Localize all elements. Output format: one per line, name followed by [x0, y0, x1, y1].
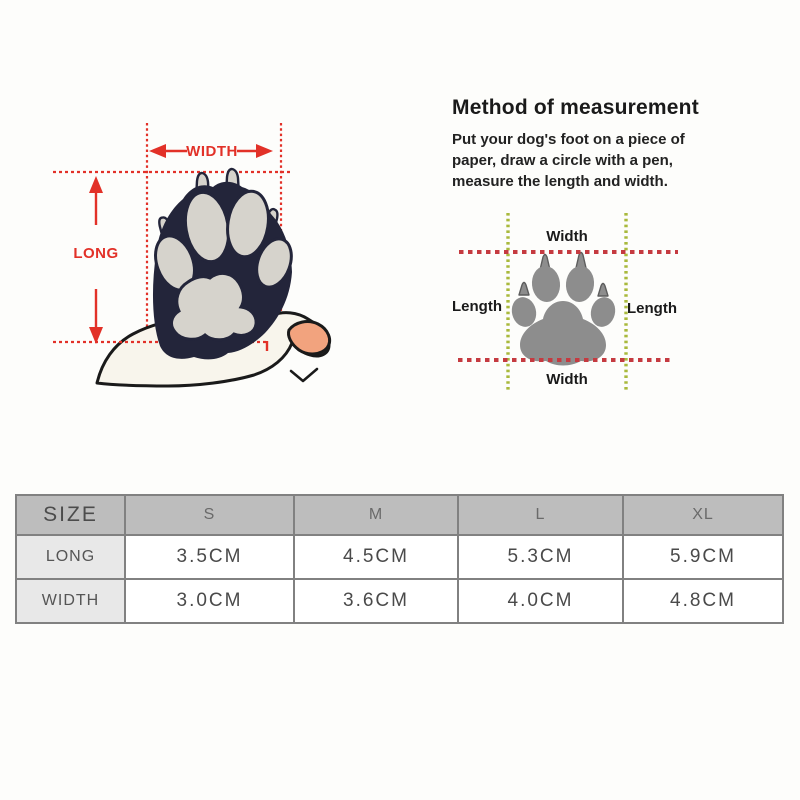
- header-cell-s: S: [125, 495, 294, 535]
- paw-print-icon: [509, 253, 619, 366]
- section-title: Method of measurement: [452, 96, 699, 119]
- header-cell-l: L: [458, 495, 623, 535]
- long-dimension: [73, 176, 118, 344]
- paw-print-measurement-diagram: [438, 195, 704, 400]
- cell-long-m: 4.5CM: [294, 535, 458, 579]
- claw-icon: [598, 284, 608, 297]
- width-bottom-label: Width: [546, 371, 588, 388]
- heel-notch: [291, 369, 317, 381]
- width-dimension-label: WIDTH: [186, 143, 238, 160]
- row-label-long: LONG: [16, 535, 125, 579]
- length-right-label: Length: [627, 300, 677, 317]
- claw-icon: [576, 253, 586, 269]
- dew-claw-nail: [288, 322, 329, 354]
- dog-paw-measurement-illustration: [40, 110, 360, 440]
- table-row-width: [16, 579, 783, 623]
- long-dimension-label: LONG: [73, 245, 119, 262]
- header-cell-m: M: [294, 495, 458, 535]
- header-cell-size: SIZE: [16, 495, 125, 535]
- table-row-long: [16, 535, 783, 579]
- width-top-label: Width: [546, 228, 588, 245]
- table-header-row: [16, 495, 783, 535]
- method-of-measurement-section: [452, 96, 714, 192]
- instruction-line: Put your dog's foot on a piece of: [452, 131, 685, 148]
- cell-width-xl: 4.8CM: [623, 579, 783, 623]
- cell-width-l: 4.0CM: [458, 579, 623, 623]
- cell-long-l: 5.3CM: [458, 535, 623, 579]
- instruction-line: paper, draw a circle with a pen,: [452, 152, 673, 169]
- cell-long-xl: 5.9CM: [623, 535, 783, 579]
- width-dimension: [149, 143, 273, 160]
- header-cell-xl: XL: [623, 495, 783, 535]
- instructions-text: [452, 129, 714, 192]
- cell-long-s: 3.5CM: [125, 535, 294, 579]
- toe-pad: [530, 265, 562, 304]
- cell-width-s: 3.0CM: [125, 579, 294, 623]
- length-left-label: Length: [452, 298, 502, 315]
- cell-width-m: 3.6CM: [294, 579, 458, 623]
- claw-icon: [519, 283, 529, 296]
- size-table: [15, 494, 784, 624]
- arrow-up-icon: [89, 176, 103, 193]
- toe-pad: [564, 265, 596, 304]
- arrow-left-icon: [149, 144, 166, 158]
- row-label-width: WIDTH: [16, 579, 125, 623]
- instruction-line: measure the length and width.: [452, 173, 668, 190]
- arrow-right-icon: [256, 144, 273, 158]
